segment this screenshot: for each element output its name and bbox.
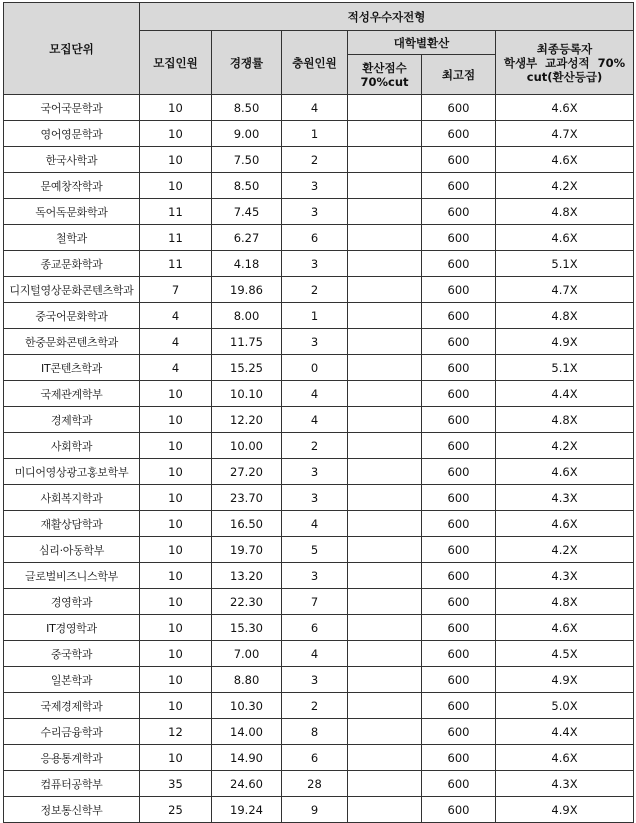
table-row bbox=[4, 121, 634, 147]
cell-grade: 4.8X bbox=[496, 407, 634, 433]
cell-cut bbox=[348, 719, 422, 745]
cell-quota: 10 bbox=[140, 459, 212, 485]
cell-ratio: 7.00 bbox=[212, 641, 282, 667]
cell-unit: 컴퓨터공학부 bbox=[4, 771, 140, 797]
table-row bbox=[4, 459, 634, 485]
cell-max: 600 bbox=[422, 95, 496, 121]
cell-grade: 4.7X bbox=[496, 277, 634, 303]
table-row bbox=[4, 719, 634, 745]
cell-quota: 4 bbox=[140, 329, 212, 355]
header-final-line2: 학생부 교과성적 70% bbox=[503, 55, 626, 70]
cell-ratio: 7.50 bbox=[212, 147, 282, 173]
cell-cut bbox=[348, 173, 422, 199]
cell-grade: 4.2X bbox=[496, 173, 634, 199]
cell-grade: 4.7X bbox=[496, 121, 634, 147]
cell-ratio: 15.30 bbox=[212, 615, 282, 641]
cell-max: 600 bbox=[422, 329, 496, 355]
cell-extra: 3 bbox=[282, 329, 348, 355]
table-row bbox=[4, 745, 634, 771]
cell-grade: 4.4X bbox=[496, 719, 634, 745]
cell-cut bbox=[348, 693, 422, 719]
cell-ratio: 27.20 bbox=[212, 459, 282, 485]
admission-results-table bbox=[3, 2, 634, 823]
cell-unit: 글로벌비즈니스학부 bbox=[4, 563, 140, 589]
cell-ratio: 19.86 bbox=[212, 277, 282, 303]
cell-grade: 4.3X bbox=[496, 485, 634, 511]
cell-ratio: 8.00 bbox=[212, 303, 282, 329]
cell-ratio: 24.60 bbox=[212, 771, 282, 797]
cell-extra: 6 bbox=[282, 225, 348, 251]
table-row bbox=[4, 225, 634, 251]
table-row bbox=[4, 615, 634, 641]
cell-grade: 4.9X bbox=[496, 667, 634, 693]
cell-quota: 25 bbox=[140, 797, 212, 823]
table-row bbox=[4, 173, 634, 199]
cell-max: 600 bbox=[422, 511, 496, 537]
cell-unit: 국제경제학과 bbox=[4, 693, 140, 719]
cell-quota: 10 bbox=[140, 433, 212, 459]
table-row bbox=[4, 693, 634, 719]
cell-quota: 10 bbox=[140, 381, 212, 407]
cell-cut bbox=[348, 225, 422, 251]
cell-unit: 독어독문화학과 bbox=[4, 199, 140, 225]
cell-ratio: 23.70 bbox=[212, 485, 282, 511]
cell-ratio: 16.50 bbox=[212, 511, 282, 537]
table-row bbox=[4, 329, 634, 355]
cell-extra: 4 bbox=[282, 381, 348, 407]
cell-cut bbox=[348, 563, 422, 589]
cell-grade: 4.9X bbox=[496, 329, 634, 355]
cell-grade: 5.0X bbox=[496, 693, 634, 719]
cell-max: 600 bbox=[422, 641, 496, 667]
cell-cut bbox=[348, 277, 422, 303]
cell-grade: 4.8X bbox=[496, 589, 634, 615]
cell-cut bbox=[348, 407, 422, 433]
cell-quota: 10 bbox=[140, 641, 212, 667]
cell-max: 600 bbox=[422, 407, 496, 433]
cell-grade: 4.6X bbox=[496, 459, 634, 485]
cell-ratio: 19.24 bbox=[212, 797, 282, 823]
cell-max: 600 bbox=[422, 121, 496, 147]
cell-unit: 응용통계학과 bbox=[4, 745, 140, 771]
table-row bbox=[4, 355, 634, 381]
cell-quota: 11 bbox=[140, 199, 212, 225]
cell-ratio: 12.20 bbox=[212, 407, 282, 433]
cell-quota: 10 bbox=[140, 693, 212, 719]
cell-cut bbox=[348, 745, 422, 771]
cell-quota: 10 bbox=[140, 95, 212, 121]
cell-unit: 수리금융학과 bbox=[4, 719, 140, 745]
cell-max: 600 bbox=[422, 485, 496, 511]
cell-ratio: 8.50 bbox=[212, 95, 282, 121]
table-row bbox=[4, 381, 634, 407]
header-final-title: 최종등록자 bbox=[536, 41, 593, 56]
cell-max: 600 bbox=[422, 667, 496, 693]
cell-ratio: 13.20 bbox=[212, 563, 282, 589]
cell-unit: 사회학과 bbox=[4, 433, 140, 459]
table-row bbox=[4, 433, 634, 459]
cell-max: 600 bbox=[422, 771, 496, 797]
table-row bbox=[4, 407, 634, 433]
cell-cut bbox=[348, 355, 422, 381]
cell-unit: 국제관계학부 bbox=[4, 381, 140, 407]
cell-ratio: 9.00 bbox=[212, 121, 282, 147]
cell-unit: 경영학과 bbox=[4, 589, 140, 615]
cell-ratio: 4.18 bbox=[212, 251, 282, 277]
table-row bbox=[4, 95, 634, 121]
cell-quota: 10 bbox=[140, 407, 212, 433]
header-ratio: 경쟁률 bbox=[212, 31, 282, 95]
cell-max: 600 bbox=[422, 355, 496, 381]
cell-grade: 4.3X bbox=[496, 563, 634, 589]
cell-cut bbox=[348, 771, 422, 797]
cell-quota: 10 bbox=[140, 745, 212, 771]
cell-quota: 10 bbox=[140, 589, 212, 615]
header-cut-line2: 70%cut bbox=[360, 74, 409, 89]
cell-grade: 5.1X bbox=[496, 251, 634, 277]
table-row bbox=[4, 277, 634, 303]
cell-extra: 3 bbox=[282, 173, 348, 199]
cell-extra: 1 bbox=[282, 303, 348, 329]
cell-quota: 11 bbox=[140, 251, 212, 277]
cell-unit: 정보통신학부 bbox=[4, 797, 140, 823]
cell-quota: 10 bbox=[140, 537, 212, 563]
cell-quota: 10 bbox=[140, 511, 212, 537]
cell-cut bbox=[348, 147, 422, 173]
cell-cut bbox=[348, 667, 422, 693]
cell-cut bbox=[348, 121, 422, 147]
cell-extra: 4 bbox=[282, 407, 348, 433]
cell-grade: 4.8X bbox=[496, 199, 634, 225]
cell-extra: 3 bbox=[282, 485, 348, 511]
cell-extra: 2 bbox=[282, 277, 348, 303]
cell-quota: 4 bbox=[140, 355, 212, 381]
cell-unit: 재활상담학과 bbox=[4, 511, 140, 537]
cell-max: 600 bbox=[422, 303, 496, 329]
cell-extra: 1 bbox=[282, 121, 348, 147]
cell-ratio: 14.00 bbox=[212, 719, 282, 745]
cell-cut bbox=[348, 537, 422, 563]
table-row bbox=[4, 641, 634, 667]
cell-cut bbox=[348, 589, 422, 615]
table-row bbox=[4, 589, 634, 615]
table-row bbox=[4, 797, 634, 823]
cell-max: 600 bbox=[422, 797, 496, 823]
cell-ratio: 14.90 bbox=[212, 745, 282, 771]
cell-unit: 철학과 bbox=[4, 225, 140, 251]
cell-cut bbox=[348, 251, 422, 277]
cell-unit: 미디어영상광고홍보학부 bbox=[4, 459, 140, 485]
cell-unit: 디지털영상문화콘텐츠학과 bbox=[4, 277, 140, 303]
cell-cut bbox=[348, 199, 422, 225]
cell-extra: 2 bbox=[282, 433, 348, 459]
cell-max: 600 bbox=[422, 563, 496, 589]
cell-grade: 4.9X bbox=[496, 797, 634, 823]
cell-unit: 한중문화콘텐츠학과 bbox=[4, 329, 140, 355]
cell-grade: 4.3X bbox=[496, 771, 634, 797]
table-row bbox=[4, 485, 634, 511]
cell-quota: 35 bbox=[140, 771, 212, 797]
cell-quota: 10 bbox=[140, 615, 212, 641]
table-row bbox=[4, 251, 634, 277]
header-final-line3: cut(환산등급) bbox=[526, 69, 603, 84]
cell-grade: 4.8X bbox=[496, 303, 634, 329]
cell-grade: 4.6X bbox=[496, 511, 634, 537]
cell-quota: 10 bbox=[140, 563, 212, 589]
cell-max: 600 bbox=[422, 589, 496, 615]
cell-max: 600 bbox=[422, 147, 496, 173]
cell-quota: 10 bbox=[140, 485, 212, 511]
table-row bbox=[4, 199, 634, 225]
cell-grade: 4.6X bbox=[496, 225, 634, 251]
cell-ratio: 15.25 bbox=[212, 355, 282, 381]
cell-extra: 3 bbox=[282, 251, 348, 277]
table-row bbox=[4, 563, 634, 589]
cell-cut bbox=[348, 797, 422, 823]
table-row bbox=[4, 667, 634, 693]
cell-quota: 12 bbox=[140, 719, 212, 745]
cell-extra: 6 bbox=[282, 745, 348, 771]
cell-cut bbox=[348, 433, 422, 459]
cell-cut bbox=[348, 381, 422, 407]
cell-grade: 4.6X bbox=[496, 147, 634, 173]
cell-max: 600 bbox=[422, 173, 496, 199]
cell-unit: 경제학과 bbox=[4, 407, 140, 433]
table-row bbox=[4, 147, 634, 173]
table-row bbox=[4, 511, 634, 537]
cell-ratio: 8.80 bbox=[212, 667, 282, 693]
cell-extra: 6 bbox=[282, 615, 348, 641]
cell-grade: 4.6X bbox=[496, 745, 634, 771]
cell-quota: 10 bbox=[140, 121, 212, 147]
cell-unit: 중국학과 bbox=[4, 641, 140, 667]
cell-quota: 10 bbox=[140, 147, 212, 173]
cell-extra: 4 bbox=[282, 95, 348, 121]
cell-unit: 영어영문학과 bbox=[4, 121, 140, 147]
cell-max: 600 bbox=[422, 719, 496, 745]
cell-unit: 중국어문화학과 bbox=[4, 303, 140, 329]
cell-max: 600 bbox=[422, 381, 496, 407]
header-cut-line1: 환산점수 bbox=[362, 60, 407, 75]
table-row bbox=[4, 303, 634, 329]
cell-max: 600 bbox=[422, 225, 496, 251]
cell-ratio: 19.70 bbox=[212, 537, 282, 563]
cell-grade: 4.5X bbox=[496, 641, 634, 667]
table-body bbox=[4, 95, 634, 823]
cell-unit: 일본학과 bbox=[4, 667, 140, 693]
cell-unit: 한국사학과 bbox=[4, 147, 140, 173]
cell-ratio: 6.27 bbox=[212, 225, 282, 251]
cell-cut bbox=[348, 641, 422, 667]
cell-extra: 3 bbox=[282, 667, 348, 693]
cell-ratio: 7.45 bbox=[212, 199, 282, 225]
cell-unit: IT경영학과 bbox=[4, 615, 140, 641]
cell-extra: 9 bbox=[282, 797, 348, 823]
cell-grade: 4.6X bbox=[496, 615, 634, 641]
cell-extra: 4 bbox=[282, 511, 348, 537]
cell-unit: IT콘텐츠학과 bbox=[4, 355, 140, 381]
cell-extra: 7 bbox=[282, 589, 348, 615]
cell-quota: 10 bbox=[140, 667, 212, 693]
cell-cut bbox=[348, 303, 422, 329]
cell-cut bbox=[348, 459, 422, 485]
header-unit: 모집단위 bbox=[4, 3, 140, 95]
cell-ratio: 11.75 bbox=[212, 329, 282, 355]
table-row bbox=[4, 771, 634, 797]
cell-quota: 11 bbox=[140, 225, 212, 251]
cell-extra: 28 bbox=[282, 771, 348, 797]
cell-extra: 0 bbox=[282, 355, 348, 381]
cell-extra: 5 bbox=[282, 537, 348, 563]
cell-ratio: 10.10 bbox=[212, 381, 282, 407]
cell-grade: 5.1X bbox=[496, 355, 634, 381]
cell-max: 600 bbox=[422, 277, 496, 303]
cell-max: 600 bbox=[422, 693, 496, 719]
cell-extra: 8 bbox=[282, 719, 348, 745]
cell-quota: 7 bbox=[140, 277, 212, 303]
cell-max: 600 bbox=[422, 459, 496, 485]
cell-ratio: 10.00 bbox=[212, 433, 282, 459]
header-cut bbox=[348, 55, 422, 95]
cell-quota: 4 bbox=[140, 303, 212, 329]
cell-unit: 사회복지학과 bbox=[4, 485, 140, 511]
cell-extra: 2 bbox=[282, 147, 348, 173]
cell-grade: 4.2X bbox=[496, 433, 634, 459]
cell-grade: 4.2X bbox=[496, 537, 634, 563]
cell-extra: 3 bbox=[282, 199, 348, 225]
cell-ratio: 22.30 bbox=[212, 589, 282, 615]
cell-max: 600 bbox=[422, 745, 496, 771]
cell-unit: 종교문화학과 bbox=[4, 251, 140, 277]
cell-quota: 10 bbox=[140, 173, 212, 199]
cell-max: 600 bbox=[422, 199, 496, 225]
header-track: 적성우수자전형 bbox=[140, 3, 634, 31]
cell-unit: 문예창작학과 bbox=[4, 173, 140, 199]
header-max-score: 최고점 bbox=[422, 55, 496, 95]
cell-cut bbox=[348, 485, 422, 511]
header-quota: 모집인원 bbox=[140, 31, 212, 95]
cell-ratio: 8.50 bbox=[212, 173, 282, 199]
cell-max: 600 bbox=[422, 251, 496, 277]
header-conversion-group: 대학별환산 bbox=[348, 31, 496, 55]
cell-cut bbox=[348, 615, 422, 641]
header-extra: 충원인원 bbox=[282, 31, 348, 95]
cell-extra: 3 bbox=[282, 563, 348, 589]
cell-grade: 4.6X bbox=[496, 95, 634, 121]
cell-grade: 4.4X bbox=[496, 381, 634, 407]
cell-unit: 국어국문학과 bbox=[4, 95, 140, 121]
header-final bbox=[496, 31, 634, 95]
cell-cut bbox=[348, 511, 422, 537]
cell-max: 600 bbox=[422, 433, 496, 459]
cell-max: 600 bbox=[422, 615, 496, 641]
cell-ratio: 10.30 bbox=[212, 693, 282, 719]
cell-extra: 3 bbox=[282, 459, 348, 485]
cell-unit: 심리·아동학부 bbox=[4, 537, 140, 563]
cell-extra: 4 bbox=[282, 641, 348, 667]
cell-extra: 2 bbox=[282, 693, 348, 719]
table-row bbox=[4, 537, 634, 563]
cell-max: 600 bbox=[422, 537, 496, 563]
cell-cut bbox=[348, 95, 422, 121]
cell-cut bbox=[348, 329, 422, 355]
